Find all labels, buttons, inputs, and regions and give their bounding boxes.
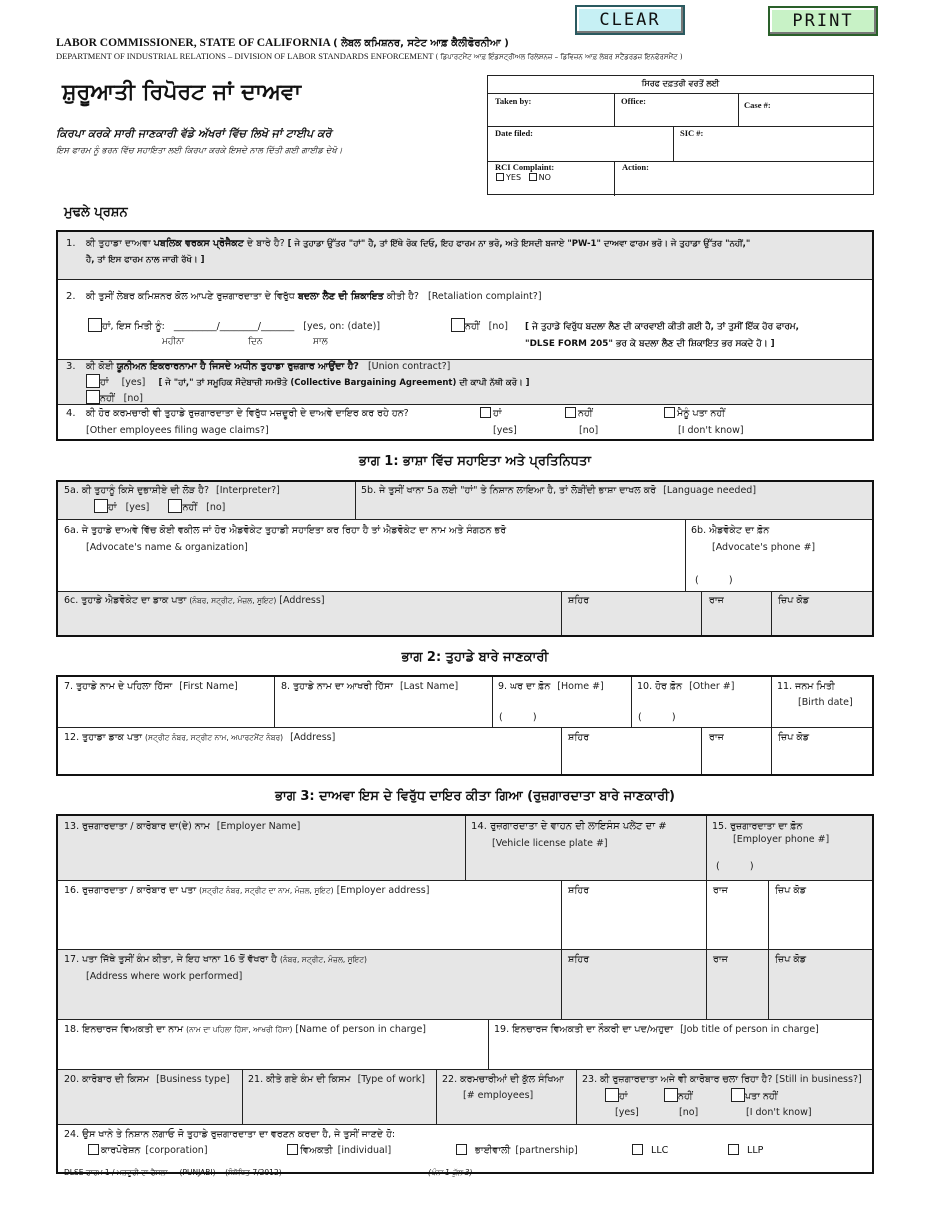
home-phone-field[interactable]: 9. ਘਰ ਦਾ ਫ਼ੋਨ [Home #] [498,681,604,692]
instructions-guide: ਇਸ ਫਾਰਮ ਨੂੰ ਭਰਨ ਵਿੱਚ ਸਹਾਇਤਾ ਲਈ ਕਿਰਪਾ ਕਰਕੇ ਇਸਦੇ ਨਾਲ ਦਿੱਤੀ ਗਈ ਗਾਈਡ ਦੇਖੋ। [56,146,343,156]
employer-state-field[interactable]: ਰਾਜ [713,885,728,896]
rci-yes-checkbox[interactable] [496,173,504,181]
work-address-field[interactable]: 17. ਪਤਾ ਜਿੱਥੇ ਤੁਸੀਂ ਕੰਮ ਕੀਤਾ, ਜੇ ਇਹ ਖਾਨਾ 16 ਤੋਂ ਵੱਖਰਾ ਹੈ (ਨੰਬਰ, ਸਟ੍ਰੀਟ, ਮੰਜ਼ਲ, ਸੂਇਟ) [64,954,367,965]
individual-checkbox[interactable] [287,1144,298,1155]
question-2: 2. ਕੀ ਤੁਸੀਂ ਲੇਬਰ ਕਮਿਸ਼ਨਰ ਕੋਲ ਆਪਣੇ ਰੁਜ਼ਗਾਰਦਾਤਾ ਦੇ ਵਿਰੁੱਧ ਬਦਲਾ ਲੈਣ ਦੀ ਸ਼ਿਕਾਇਤ ਕੀਤੀ ਹੈ? [Retaliation complaint?] ਹਾਂ, ਇਸ ਮਿਤੀ ਨੂੰ: _________/________/_______ [yes, on: (date)] ਮਹੀਨਾ ਦਿਨ ਸਾਲ ਨਹੀਂ [no] [ ਜੇ ਤੁਹਾਡੇ ਵਿਰੁੱਧ ਬਦਲਾ ਲੈਣ ਦੀ ਕਾਰਵਾਈ ਕੀਤੀ ਗਈ ਹੈ, ਤਾਂ ਤੁਸੀਂ ਇੱਕ ਹੋਰ ਫਾਰਮ, "DLSE FORM 205" ਭਰ ਕੇ ਬਦਲਾ ਲੈਣ ਦੀ ਸ਼ਿਕਾਇਤ ਭਰ ਸਕਦੇ ਹੋ। ] [58,280,872,360]
question-1: 1. ਕੀ ਤੁਹਾਡਾ ਦਾਅਵਾ ਪਬਲਿਕ ਵਰਕਸ ਪ੍ਰੋਜੈਕਟ ਦੇ ਬਾਰੇ ਹੈ? [ ਜੇ ਤੁਹਾਡਾ ਉੱਤਰ "ਹਾਂ" ਹੈ, ਤਾਂ ਇੱਥੇ ਰੋਕ ਦਿਓ, ਇਹ ਫਾਰਮ ਨਾ ਭਰੋ, ਅਤੇ ਇਸਦੀ ਬਜਾਏ "PW-1" ਦਾਅਵਾ ਫਾਰਮ ਭਰੋ। ਜੇ ਤੁਹਾਡਾ ਉੱਤਰ "ਨਹੀਂ," ਹੈ, ਤਾਂ ਇਸ ਫਾਰਮ ਨਾਲ ਜਾਰੀ ਰੱਖੋ। ] [58,232,872,280]
preliminary-questions-box [56,230,874,441]
instructions-main: ਕਿਰਪਾ ਕਰਕੇ ਸਾਰੀ ਜਾਣਕਾਰੀ ਵੱਡੇ ਅੱਖਰਾਂ ਵਿੱਚ ਲਿਖੋ ਜਾਂ ਟਾਈਪ ਕਰੋ [56,127,332,140]
employer-type-question: 24. ਉਸ ਖਾਨੇ ਤੇ ਨਿਸ਼ਾਨ ਲਗਾਓ ਜੋ ਤੁਹਾਡੇ ਰੁਜ਼ਗਾਰਦਾਤਾ ਦਾ ਵਰਣਨ ਕਰਦਾ ਹੈ, ਜੇ ਤੁਸੀਂ ਜਾਣਦੇ ਹੋ: [64,1129,396,1140]
part-2-title: ਭਾਗ 2: ਤੁਹਾਡੇ ਬਾਰੇ ਜਾਣਕਾਰੀ [401,650,549,665]
employer-phone-field[interactable]: 15. ਰੁਜ਼ਗਾਰਦਾਤਾ ਦਾ ਫ਼ੋਨ [712,821,803,832]
case-number-field[interactable]: Case #: [744,100,771,110]
advocate-city-field[interactable]: ਸ਼ਹਿਰ [568,595,590,606]
zip-field[interactable]: ਜ਼ਿਪ ਕੋਡ [778,732,810,743]
interpreter-no-checkbox[interactable] [168,499,182,513]
work-state-field[interactable]: ਰਾਜ [713,954,728,965]
interpreter-question: 5a. ਕੀ ਤੁਹਾਨੂੰ ਕਿਸੇ ਦੁਭਾਸ਼ੀਏ ਦੀ ਲੋੜ ਹੈ? [Interpreter?] [64,485,280,496]
part-1-title: ਭਾਗ 1: ਭਾਸ਼ਾ ਵਿੱਚ ਸਹਾਇਤਾ ਅਤੇ ਪ੍ਰਤਿਨਿਧਤਾ [359,454,591,469]
employer-zip-field[interactable]: ਜ਼ਿਪ ਕੋਡ [775,885,807,896]
rci-complaint-label: RCI Complaint: [495,162,555,172]
employer-name-field[interactable]: 13. ਰੁਜ਼ਗਾਰਦਾਤਾ / ਕਾਰੋਬਾਰ ਦਾ(ਦੇ) ਨਾਮ [Employer Name] [64,821,301,832]
person-in-charge-field[interactable]: 18. ਇਨਚਾਰਜ ਵਿਅਕਤੀ ਦਾ ਨਾਮ (ਨਾਮ ਦਾ ਪਹਿਲਾ ਹਿੱਸਾ, ਆਖਰੀ ਹਿੱਸਾ) [Name of person in charge] [64,1024,427,1035]
union-yes-checkbox[interactable] [86,374,100,388]
partnership-checkbox[interactable] [456,1144,467,1155]
sic-field[interactable]: SIC #: [680,128,704,138]
first-name-field[interactable]: 7. ਤੁਹਾਡੇ ਨਾਮ ਦੇ ਪਹਿਲਾ ਹਿੱਸਾ [First Name] [64,681,238,692]
retaliation-yes-checkbox[interactable] [88,318,102,332]
agency-name: LABOR COMMISSIONER, STATE OF CALIFORNIA ( ਲੇਬਲ ਕਮਿਸ਼ਨਰ, ਸਟੇਟ ਆਫ਼ ਕੈਲੀਫੋਰਨੀਆ ) [56,37,509,49]
mailing-address-field[interactable]: 12. ਤੁਹਾਡਾ ਡਾਕ ਪਤਾ (ਸਟ੍ਰੀਟ ਨੰਬਰ, ਸਟ੍ਰੀਟ ਨਾਮ, ਅਪਾਰਟਮੈਂਟ ਨੰਬਰ) [Address] [64,732,336,743]
other-claims-unknown-checkbox[interactable] [664,407,675,418]
retaliation-date-field[interactable]: _________/________/_______ [173,321,295,332]
work-city-field[interactable]: ਸ਼ਹਿਰ [568,954,590,965]
office-field[interactable]: Office: [621,96,647,106]
advocate-phone-field[interactable]: 6b. ਐਡਵੋਕੇਟ ਦਾ ਫ਼ੋਨ [691,525,770,536]
job-title-field[interactable]: 19. ਇਨਚਾਰਜ ਵਿਅਕਤੀ ਦਾ ਨੌਕਰੀ ਦਾ ਪਦ/ਅਹੁਦਾ [Job title of person in charge] [494,1024,819,1035]
employer-address-field[interactable]: 16. ਰੁਜ਼ਗਾਰਦਾਤਾ / ਕਾਰੋਬਾਰ ਦਾ ਪਤਾ (ਸਟ੍ਰੀਟ ਨੰਬਰ, ਸਟ੍ਰੀਟ ਦਾ ਨਾਮ, ਮੰਜ਼ਲ, ਸੂਇਟ) [Employer address] [64,885,430,896]
action-field[interactable]: Action: [622,162,649,172]
employer-city-field[interactable]: ਸ਼ਹਿਰ [568,885,590,896]
rci-no-checkbox[interactable] [529,173,537,181]
rci-options: YES NO [496,173,551,182]
other-claims-yes-checkbox[interactable] [480,407,491,418]
office-use-title: ਸਿਰਫ ਦਫ਼ਤਰੀ ਵਰਤੋਂ ਲਈ [488,76,873,94]
question-3: 3. ਕੀ ਕੋਈ ਯੂਨੀਅਨ ਇਕਰਾਰਨਾਮਾ ਹੈ ਜਿਸਦੇ ਅਧੀਨ ਤੁਹਾਡਾ ਰੁਜ਼ਗਾਰ ਆਉਂਦਾ ਹੈ? [Union contract?] ਹਾਂ [yes] [ ਜੇ "ਹਾਂ," ਤਾਂ ਸਮੂਹਿਕ ਸੌਦੇਬਾਜ਼ੀ ਸਮਝੌਤੇ (Collective Bargaining Agreement) ਦੀ ਕਾਪੀ ਨੱਥੀ ਕਰੋ। ] ਨਹੀਂ [no] [58,360,872,405]
question-4: 4. ਕੀ ਹੋਰ ਕਰਮਚਾਰੀ ਵੀ ਤੁਹਾਡੇ ਰੁਜ਼ਗਾਰਦਾਤਾ ਦੇ ਵਿਰੁੱਧ ਮਜ਼ਦੂਰੀ ਦੇ ਦਾਅਵੇ ਦਾਇਰ ਕਰ ਰਹੇ ਹਨ? [Other employees filing wage claims?] ਹਾਂ ਨਹੀਂ ਮੈਨੂੰ ਪਤਾ ਨਹੀਂ [yes] [no] [I don't know] [66,408,744,436]
interpreter-yes-checkbox[interactable] [94,499,108,513]
preliminary-title: ਮੁਢਲੇ ਪ੍ਰਸ਼ਨ [64,205,128,220]
clear-button[interactable]: CLEAR [575,5,685,35]
advocate-address-field[interactable]: 6c. ਤੁਹਾਡੇ ਐਡਵੋਕੇਟ ਦਾ ਡਾਕ ਪਤਾ (ਨੰਬਰ, ਸਟ੍ਰੀਟ, ਮੰਜ਼ਲ, ਸੂਇਟ) [Address] [64,595,325,606]
corporation-checkbox[interactable] [88,1144,99,1155]
city-field[interactable]: ਸ਼ਹਿਰ [568,732,590,743]
date-filed-field[interactable]: Date filed: [495,128,534,138]
language-needed-field[interactable]: 5b. ਜੇ ਤੁਸੀਂ ਖਾਨਾ 5a ਲਈ "ਹਾਂ" ਤੇ ਨਿਸ਼ਾਨ ਲਾਇਆ ਹੈ, ਤਾਂ ਲੋੜੀਂਦੀ ਭਾਸ਼ਾ ਦਾਖਲ ਕਰੋ [Language needed] [361,485,757,496]
vehicle-plate-field[interactable]: 14. ਰੁਜ਼ਗਾਰਦਾਤਾ ਦੇ ਵਾਹਨ ਦੀ ਲਾਇਸੰਸ ਪਲੇਟ ਦਾ # [471,821,667,832]
llc-checkbox[interactable] [632,1144,643,1155]
form-footer: DLSE ਫਾਰਮ 1 / ਮਜ਼ਦੂਰੀ ਦਾ ਫੈਸਲਾ (PUNJABI) (ਸੰਸ਼ੋਧਿਤ 7/2012) [64,1168,282,1177]
advocate-state-field[interactable]: ਰਾਜ [709,595,724,606]
part-2-box: 7. ਤੁਹਾਡੇ ਨਾਮ ਦੇ ਪਹਿਲਾ ਹਿੱਸਾ [First Name] 8. ਤੁਹਾਡੇ ਨਾਮ ਦਾ ਆਖਰੀ ਹਿੱਸਾ [Last Name] 9. ਘਰ ਦਾ ਫ਼ੋਨ [Home #] ( ) 10. ਹੋਰ ਫ਼ੋਨ [Other #] ( ) 11. ਜਨਮ ਮਿਤੀ [Birth date] 12. ਤੁਹਾਡਾ ਡਾਕ ਪਤਾ (ਸਟ੍ਰੀਟ ਨੰਬਰ, ਸਟ੍ਰੀਟ ਨਾਮ, ਅਪਾਰਟਮੈਂਟ ਨੰਬਰ) [Address] ਸ਼ਹਿਰ ਰਾਜ ਜ਼ਿਪ ਕੋਡ [56,675,874,776]
other-claims-no-checkbox[interactable] [565,407,576,418]
in-business-yes-checkbox[interactable] [605,1088,619,1102]
taken-by-field[interactable]: Taken by: [495,96,532,106]
work-zip-field[interactable]: ਜ਼ਿਪ ਕੋਡ [775,954,807,965]
print-button[interactable]: PRINT [768,6,878,36]
advocate-name-field[interactable]: 6a. ਜੇ ਤੁਹਾਡੇ ਦਾਅਵੇ ਵਿੱਚ ਕੋਈ ਵਕੀਲ ਜਾਂ ਹੋਰ ਐਡਵੋਕੇਟ ਤੁਹਾਡੀ ਸਹਾਇਤਾ ਕਰ ਰਿਹਾ ਹੈ ਤਾਂ ਐਡਵੋਕੇਟ ਦਾ ਨਾਮ ਅਤੇ ਸੰਗਠਨ ਭਰੋ [64,525,507,536]
union-no-checkbox[interactable] [86,390,100,404]
other-phone-field[interactable]: 10. ਹੋਰ ਫ਼ੋਨ [Other #] [637,681,735,692]
part-3-box: 13. ਰੁਜ਼ਗਾਰਦਾਤਾ / ਕਾਰੋਬਾਰ ਦਾ(ਦੇ) ਨਾਮ [Employer Name] 14. ਰੁਜ਼ਗਾਰਦਾਤਾ ਦੇ ਵਾਹਨ ਦੀ ਲਾਇਸੰਸ ਪਲੇਟ ਦਾ # [Vehicle license plate #] 15. ਰੁਜ਼ਗਾਰਦਾਤਾ ਦਾ ਫ਼ੋਨ [Employer phone #] ( ) 16. ਰੁਜ਼ਗਾਰਦਾਤਾ / ਕਾਰੋਬਾਰ ਦਾ ਪਤਾ (ਸਟ੍ਰੀਟ ਨੰਬਰ, ਸਟ੍ਰੀਟ ਦਾ ਨਾਮ, ਮੰਜ਼ਲ, ਸੂਇਟ) [Employer address] ਸ਼ਹਿਰ ਰਾਜ ਜ਼ਿਪ ਕੋਡ 17. ਪਤਾ ਜਿੱਥੇ ਤੁਸੀਂ ਕੰਮ ਕੀਤਾ, ਜੇ ਇਹ ਖਾਨਾ 16 ਤੋਂ ਵੱਖਰਾ ਹੈ (ਨੰਬਰ, ਸਟ੍ਰੀਟ, ਮੰਜ਼ਲ, ਸੂਇਟ) [Address where work performed] ਸ਼ਹਿਰ ਰਾਜ ਜ਼ਿਪ ਕੋਡ 18. ਇਨਚਾਰਜ ਵਿਅਕਤੀ ਦਾ ਨਾਮ (ਨਾਮ ਦਾ ਪਹਿਲਾ ਹਿੱਸਾ, ਆਖਰੀ ਹਿੱਸਾ) [Name of person in charge] 19. ਇਨਚਾਰਜ ਵਿਅਕਤੀ ਦਾ ਨੌਕਰੀ ਦਾ ਪਦ/ਅਹੁਦਾ [Job title of person in charge] 20. ਕਾਰੋਬਾਰ ਦੀ ਕਿਸਮ [Business type] 21. ਕੀਤੇ ਗਏ ਕੰਮ ਦੀ ਕਿਸਮ [Type of work] 22. ਕਰਮਚਾਰੀਆਂ ਦੀ ਕੁੱਲ ਸੰਖਿਆ [# employees] 23. ਕੀ ਰੁਜ਼ਗਾਰਦਾਤਾ ਅਜੇ ਵੀ ਕਾਰੋਬਾਰ ਚਲਾ ਰਿਹਾ ਹੈ? [Still in business?] ਹਾਂ ਨਹੀਂ ਪਤਾ ਨਹੀਂ [yes] [no] [I don't know] 24. ਉਸ ਖਾਨੇ ਤੇ ਨਿਸ਼ਾਨ ਲਗਾਓ ਜੋ ਤੁਹਾਡੇ ਰੁਜ਼ਗਾਰਦਾਤਾ ਦਾ ਵਰਣਨ ਕਰਦਾ ਹੈ, ਜੇ ਤੁਸੀਂ ਜਾਣਦੇ ਹੋ: ਕਾਰਪੋਰੇਸ਼ਨ [corporation] ਵਿਅਕਤੀ [individual] ਭਾਈਵਾਲੀ [partnership] LLC LLP [56,814,874,1174]
in-business-unknown-checkbox[interactable] [731,1088,745,1102]
department-name: DEPARTMENT OF INDUSTRIAL RELATIONS – DIVISION OF LABOR STANDARDS ENFORCEMENT ( ਡਿਪਾਰਟਮੈਂਟ ਆਫ਼ ਇੰਡਸਟ੍ਰੀਅਲ ਰਿਲੇਸ਼ਨਜ਼ – ਡਿਵਿਜ਼ਨ ਆਫ਼ ਲੇਬਰ ਸਟੈਂਡਰਡਜ਼ ਇਨਫੋਰਸਮੈਂਟ ) [56,51,683,61]
advocate-zip-field[interactable]: ਜ਼ਿਪ ਕੋਡ [778,595,810,606]
part-3-title: ਭਾਗ 3: ਦਾਅਵਾ ਇਸ ਦੇ ਵਿਰੁੱਧ ਦਾਇਰ ਕੀਤਾ ਗਿਆ (ਰੁਜ਼ਗਾਰਦਾਤਾ ਬਾਰੇ ਜਾਣਕਾਰੀ) [275,789,675,804]
page-number: (ਪੰਨਾ 1 ਕੁੱਲ 3) [428,1168,473,1177]
part-1-box: 5a. ਕੀ ਤੁਹਾਨੂੰ ਕਿਸੇ ਦੁਭਾਸ਼ੀਏ ਦੀ ਲੋੜ ਹੈ? [Interpreter?] ਹਾਂ [yes] ਨਹੀਂ [no] 5b. ਜੇ ਤੁਸੀਂ ਖਾਨਾ 5a ਲਈ "ਹਾਂ" ਤੇ ਨਿਸ਼ਾਨ ਲਾਇਆ ਹੈ, ਤਾਂ ਲੋੜੀਂਦੀ ਭਾਸ਼ਾ ਦਾਖਲ ਕਰੋ [Language needed] 6a. ਜੇ ਤੁਹਾਡੇ ਦਾਅਵੇ ਵਿੱਚ ਕੋਈ ਵਕੀਲ ਜਾਂ ਹੋਰ ਐਡਵੋਕੇਟ ਤੁਹਾਡੀ ਸਹਾਇਤਾ ਕਰ ਰਿਹਾ ਹੈ ਤਾਂ ਐਡਵੋਕੇਟ ਦਾ ਨਾਮ ਅਤੇ ਸੰਗਠਨ ਭਰੋ [Advocate's name & organization] 6b. ਐਡਵੋਕੇਟ ਦਾ ਫ਼ੋਨ [Advocate's phone #] ( ) 6c. ਤੁਹਾਡੇ ਐਡਵੋਕੇਟ ਦਾ ਡਾਕ ਪਤਾ (ਨੰਬਰ, ਸਟ੍ਰੀਟ, ਮੰਜ਼ਲ, ਸੂਇਟ) [Address] ਸ਼ਹਿਰ ਰਾਜ ਜ਼ਿਪ ਕੋਡ [56,480,874,637]
last-name-field[interactable]: 8. ਤੁਹਾਡੇ ਨਾਮ ਦਾ ਆਖਰੀ ਹਿੱਸਾ [Last Name] [281,681,459,692]
business-type-field[interactable]: 20. ਕਾਰੋਬਾਰ ਦੀ ਕਿਸਮ [Business type] [64,1074,230,1085]
employee-count-field[interactable]: 22. ਕਰਮਚਾਰੀਆਂ ਦੀ ਕੁੱਲ ਸੰਖਿਆ [442,1074,564,1085]
retaliation-no-checkbox[interactable] [451,318,465,332]
page-title: ਸ਼ੁਰੂਆਤੀ ਰਿਪੋਰਟ ਜਾਂ ਦਾਅਵਾ [62,80,301,105]
birth-date-field[interactable]: 11. ਜਨਮ ਮਿਤੀ [777,681,835,692]
still-in-business-question: 23. ਕੀ ਰੁਜ਼ਗਾਰਦਾਤਾ ਅਜੇ ਵੀ ਕਾਰੋਬਾਰ ਚਲਾ ਰਿਹਾ ਹੈ? [Still in business?] [582,1074,862,1085]
state-field[interactable]: ਰਾਜ [709,732,724,743]
llp-checkbox[interactable] [728,1144,739,1155]
in-business-no-checkbox[interactable] [664,1088,678,1102]
office-use-box [487,75,874,195]
type-of-work-field[interactable]: 21. ਕੀਤੇ ਗਏ ਕੰਮ ਦੀ ਕਿਸਮ [Type of work] [248,1074,426,1085]
